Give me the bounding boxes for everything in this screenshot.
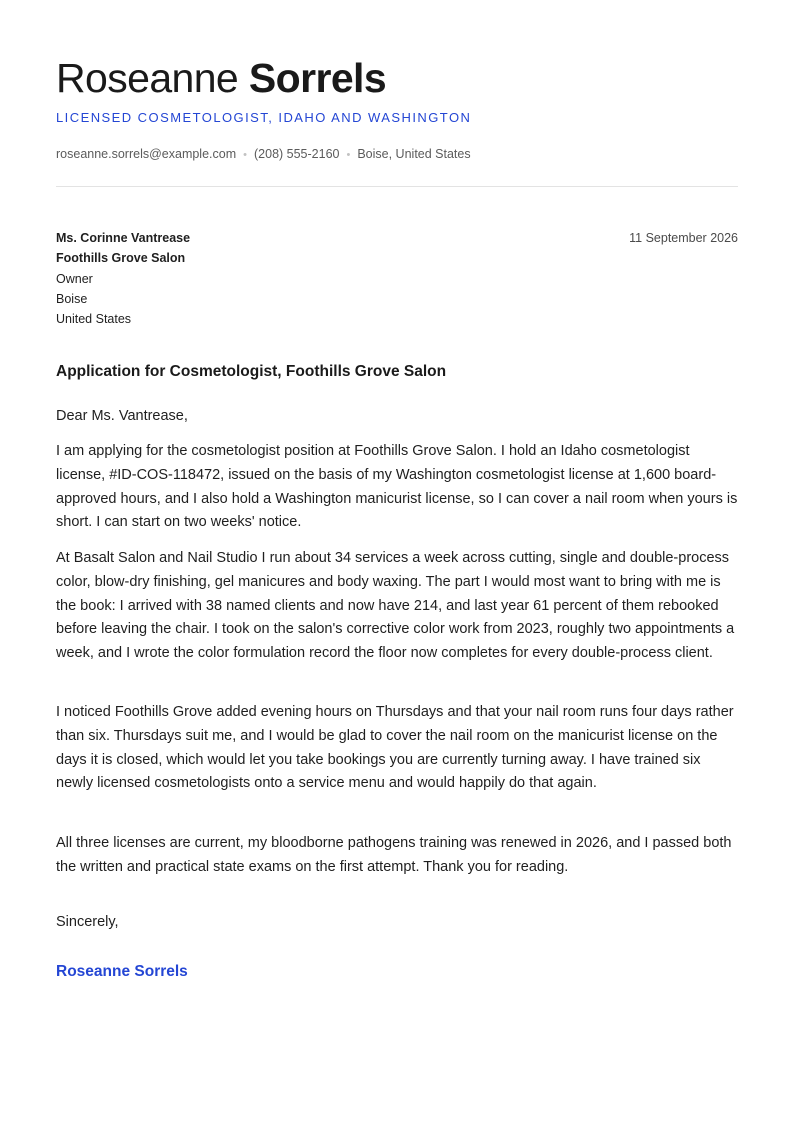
contact-email[interactable]: roseanne.sorrels@example.com <box>56 147 237 161</box>
body-paragraph-3: I noticed Foothills Grove added evening hours on Thursdays and that your nail room runs four days rather than six. Thursdays suit me, and I would be glad to cover the nail room on the manicurist license on the days it is closed, which would let you take bookings you are currently turning away. I have trained six newly licensed cosmetologists onto a service menu and would happily do that again. <box>56 704 734 792</box>
contact-separator: • <box>243 149 247 161</box>
applicant-last-name: Sorrels <box>248 55 387 101</box>
recipient-company: Foothills Grove Salon <box>56 251 186 266</box>
salutation: Dear Ms. Vantrease, <box>56 408 188 424</box>
letter-subject: Application for Cosmetologist, Foothills Grove Salon <box>56 363 447 380</box>
recipient-country: United States <box>56 312 132 327</box>
applicant-first-name: Roseanne <box>56 55 239 101</box>
applicant-name <box>56 52 386 104</box>
signature-name: Roseanne Sorrels <box>56 963 188 980</box>
recipient-name: Ms. Corinne Vantrease <box>56 231 191 245</box>
closing: Sincerely, <box>56 914 119 930</box>
body-paragraph-1: I am applying for the cosmetologist position at Foothills Grove Salon. I hold an Idaho cosmetologist license, #ID-COS-118472, issued on the basis of my Washington cosmetologist license at 1,600 board-approved hours, and I also hold a Washington manicurist license, so I can cover a nail room when yours is short. I can start on two weeks' notice. <box>56 443 738 531</box>
contact-location: Boise, United States <box>357 147 471 161</box>
header-divider <box>56 186 738 187</box>
applicant-title: LICENSED COSMETOLOGIST, IDAHO AND WASHINGTON <box>56 110 472 125</box>
letter-date: 11 September 2026 <box>629 231 738 245</box>
body-paragraph-2: At Basalt Salon and Nail Studio I run about 34 services a week across cutting, single and double-process color, blow-dry finishing, gel manicures and body waxing. The part I would most want to bring with me is the book: I arrived with 38 named clients and now have 214, and last year 61 percent of them rebooked before leaving the chair. I took on the salon's corrective color work from 2023, roughly two appointments a week, and I wrote the color formulation record the floor now completes for every double-process client. <box>56 550 735 662</box>
recipient-block <box>56 228 190 329</box>
recipient-role: Owner <box>56 271 93 286</box>
contact-phone[interactable]: (208) 555-2160 <box>254 147 340 161</box>
recipient-city: Boise <box>56 291 88 306</box>
contact-separator: • <box>346 149 351 161</box>
body-paragraph-4: All three licenses are current, my bloodborne pathogens training was renewed in 2026, and I passed both the written and practical state exams on the first attempt. Thank you for reading. <box>56 835 732 875</box>
contact-line <box>56 146 471 163</box>
